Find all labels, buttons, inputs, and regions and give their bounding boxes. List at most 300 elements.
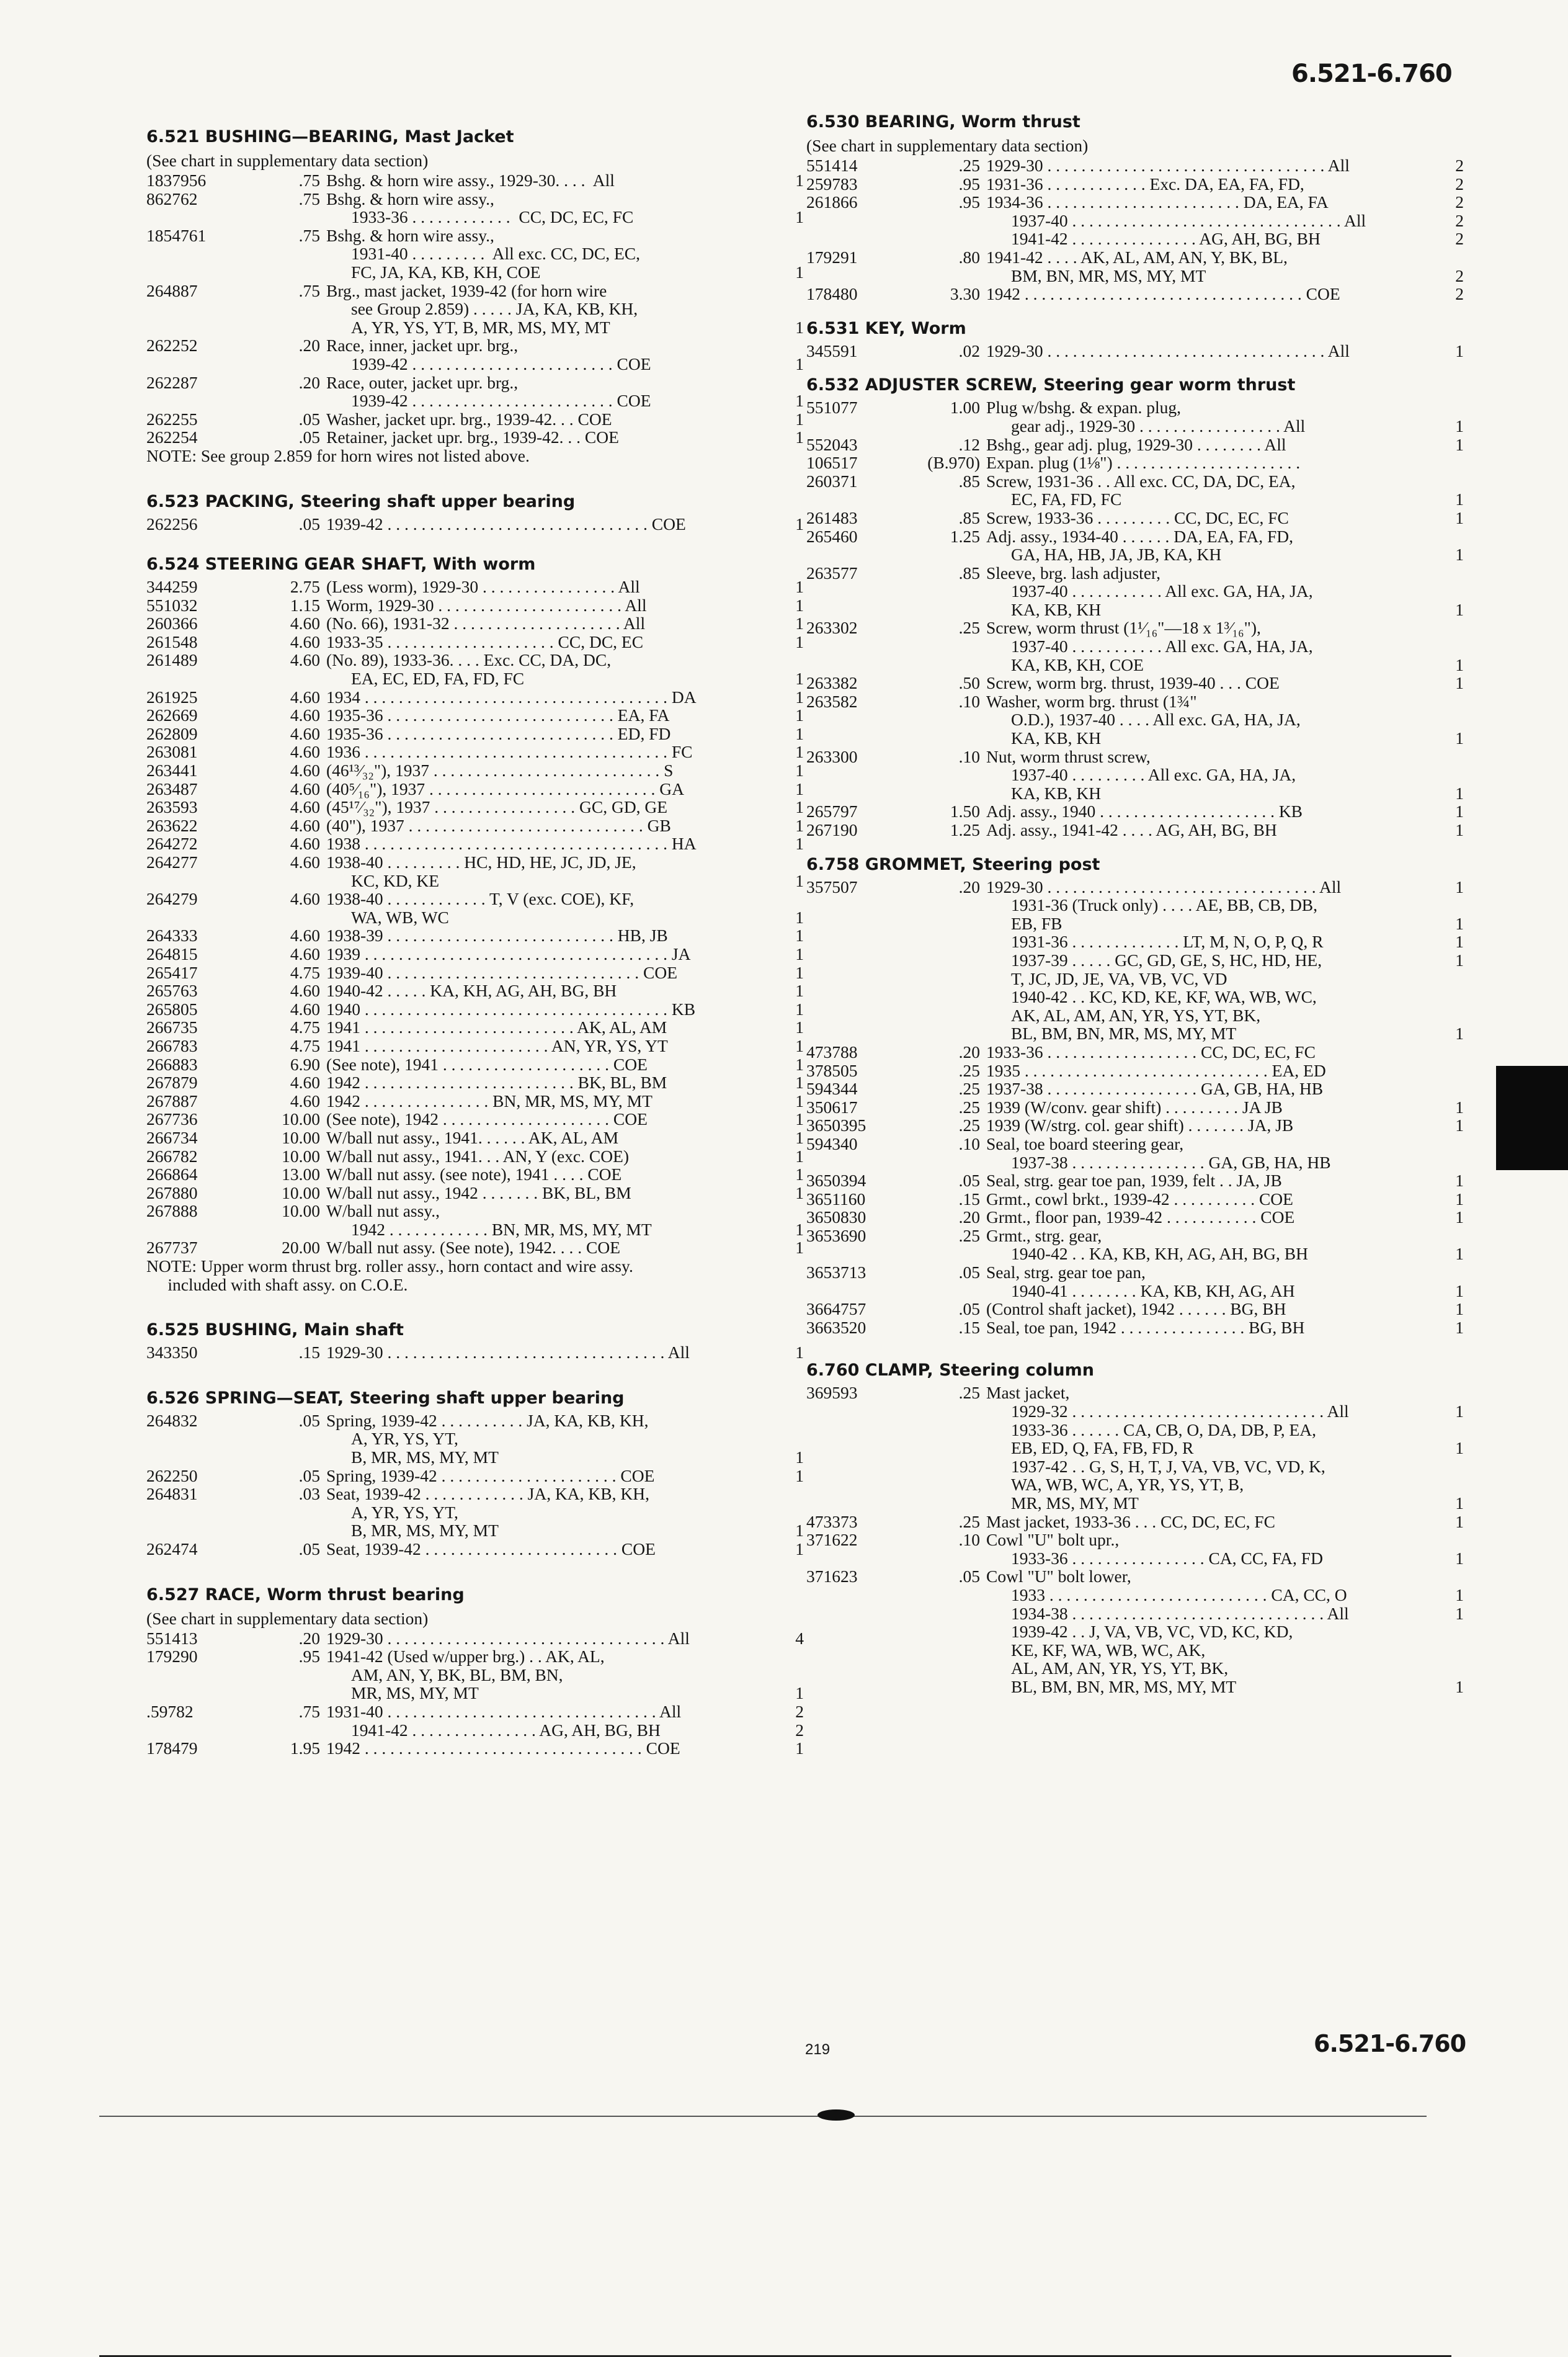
description-line: 1933-36 . . . . . . . . . . . . . . . . . . CC, DC, EC, FC bbox=[986, 1042, 1316, 1062]
part-row bbox=[806, 175, 1464, 194]
part-row bbox=[146, 1202, 804, 1238]
part-number: 260371 bbox=[806, 471, 858, 491]
part-number: 267887 bbox=[146, 1091, 198, 1111]
part-price: .15 bbox=[958, 1189, 980, 1209]
section-6-527 bbox=[146, 1582, 804, 1758]
description-line: 1941-42 . . . . . . . . . . . . . . . AG, AH, BG, BH bbox=[1011, 229, 1321, 249]
description-line: Retainer, jacket upr. brg., 1939-42. . . COE bbox=[326, 427, 619, 447]
part-description bbox=[326, 633, 773, 651]
part-number: 262252 bbox=[146, 336, 198, 356]
part-row bbox=[806, 248, 1464, 285]
part-quantity: 1 bbox=[795, 723, 804, 743]
description-line: (40"), 1937 . . . . . . . . . . . . . . . . . . . . . . . . . . . . GB bbox=[326, 815, 671, 835]
part-description bbox=[986, 802, 1433, 821]
part-description bbox=[326, 926, 773, 945]
part-price: .25 bbox=[958, 618, 980, 638]
part-description bbox=[326, 834, 773, 853]
description-line: Spring, 1939-42 . . . . . . . . . . JA, KA, KB, KH, bbox=[326, 1410, 649, 1430]
part-description bbox=[326, 1129, 773, 1147]
part-price: 6.90 bbox=[290, 1054, 320, 1074]
part-number: 3663520 bbox=[806, 1317, 866, 1337]
description-line: Screw, 1933-36 . . . . . . . . . CC, DC, EC, FC bbox=[986, 508, 1289, 527]
description-line: 1941-42 . . . . . . . . . . . . . . . AG, AH, BG, BH bbox=[351, 1720, 661, 1740]
description-line: Bshg. & horn wire assy., bbox=[326, 189, 494, 208]
part-number: 263577 bbox=[806, 563, 858, 583]
description-line: 1938 . . . . . . . . . . . . . . . . . . . . . . . . . . . . . . . . . . . . HA bbox=[326, 834, 697, 854]
ink-blot bbox=[817, 2109, 855, 2121]
part-quantity: 1 bbox=[1455, 1548, 1464, 1568]
part-row bbox=[146, 706, 804, 725]
description-line: 1929-30 . . . . . . . . . . . . . . . . . . . . . . . . . . . . . . . . . All bbox=[326, 1628, 690, 1648]
description-line: MR, MS, MY, MT bbox=[1011, 1493, 1139, 1513]
description-line: W/ball nut assy., 1941. . . . . . AK, AL, AM bbox=[326, 1127, 619, 1147]
description-line: Screw, worm brg. thrust, 1939-40 . . . COE bbox=[986, 673, 1280, 693]
part-number: 862762 bbox=[146, 189, 198, 208]
parts-list bbox=[146, 1343, 804, 1362]
part-number: 178480 bbox=[806, 284, 858, 304]
description-line: Bshg., gear adj. plug, 1929-30 . . . . . . . . All bbox=[986, 434, 1286, 454]
part-quantity: 1 bbox=[795, 171, 804, 190]
part-price: .25 bbox=[958, 156, 980, 175]
part-number: 1854761 bbox=[146, 225, 207, 245]
part-row bbox=[146, 1073, 804, 1092]
part-price: .25 bbox=[958, 1511, 980, 1531]
part-quantity: 1 bbox=[795, 870, 804, 890]
parts-list bbox=[806, 878, 1464, 1337]
part-number: 263382 bbox=[806, 673, 858, 693]
section-note: (See chart in supplementary data section) bbox=[146, 151, 429, 170]
part-description bbox=[326, 798, 773, 816]
part-row bbox=[146, 515, 804, 534]
part-quantity: 1 bbox=[795, 1521, 804, 1541]
part-price: .10 bbox=[958, 746, 980, 766]
description-line: W/ball nut assy., 1941. . . AN, Y (exc. COE) bbox=[326, 1146, 630, 1166]
part-number: 265763 bbox=[146, 981, 198, 1001]
description-line: BL, BM, BN, MR, MS, MY, MT bbox=[1011, 1024, 1237, 1044]
part-number: 551414 bbox=[806, 156, 858, 175]
part-number: 551077 bbox=[806, 398, 858, 418]
part-description bbox=[986, 156, 1433, 175]
part-row bbox=[146, 1018, 804, 1037]
part-price: 4.60 bbox=[290, 632, 320, 651]
part-quantity: 1 bbox=[1455, 728, 1464, 748]
part-number: 265797 bbox=[806, 802, 858, 821]
part-description bbox=[986, 748, 1433, 803]
description-line: 1929-30 . . . . . . . . . . . . . . . . . . . . . . . . . . . . . . . . . All bbox=[986, 156, 1350, 175]
part-row bbox=[806, 1190, 1464, 1209]
part-description bbox=[986, 193, 1433, 248]
part-description bbox=[986, 1567, 1433, 1696]
part-quantity: 1 bbox=[795, 1238, 804, 1258]
description-line: Nut, worm thrust screw, bbox=[986, 746, 1151, 766]
description-line: AK, AL, AM, AN, YR, YS, YT, BK, bbox=[1011, 1005, 1261, 1025]
part-number: 3651160 bbox=[806, 1189, 866, 1209]
part-description bbox=[986, 454, 1433, 472]
part-row bbox=[146, 1184, 804, 1202]
section-6-523 bbox=[146, 489, 804, 534]
page-header-range: 6.521-6.760 bbox=[1291, 60, 1452, 88]
part-row bbox=[806, 1384, 1464, 1512]
part-description bbox=[986, 398, 1433, 435]
part-row bbox=[146, 1629, 804, 1648]
part-price: 4.60 bbox=[290, 687, 320, 707]
section-footnote: NOTE: See group 2.859 for horn wires not listed above. bbox=[146, 445, 530, 465]
part-quantity: 1 bbox=[795, 1146, 804, 1166]
section-6-521 bbox=[146, 124, 804, 465]
part-number: 267737 bbox=[146, 1238, 198, 1258]
part-price: 4.60 bbox=[290, 705, 320, 725]
part-number: 594340 bbox=[806, 1134, 858, 1153]
description-line: 1939 (W/strg. col. gear shift) . . . . . . . JA, JB bbox=[986, 1116, 1294, 1135]
part-description bbox=[326, 761, 773, 780]
part-number: 263593 bbox=[146, 797, 198, 817]
section-6-760 bbox=[806, 1357, 1464, 1696]
part-quantity: 1 bbox=[1455, 1097, 1464, 1117]
part-price: 4.75 bbox=[290, 1017, 320, 1037]
part-row bbox=[806, 1513, 1464, 1531]
part-quantity: 1 bbox=[795, 391, 804, 411]
part-row bbox=[146, 1343, 804, 1362]
part-row bbox=[806, 1043, 1464, 1062]
part-row bbox=[146, 651, 804, 687]
part-quantity: 1 bbox=[795, 207, 804, 227]
description-line: Expan. plug (1⅛") . . . . . . . . . . . . . . . . . . . . . . bbox=[986, 453, 1301, 473]
part-quantity: 1 bbox=[1455, 1317, 1464, 1337]
part-price: .05 bbox=[298, 427, 320, 447]
part-description bbox=[986, 1208, 1433, 1227]
part-description bbox=[986, 1384, 1433, 1512]
description-line: 1929-30 . . . . . . . . . . . . . . . . . . . . . . . . . . . . . . . . . All bbox=[326, 1343, 690, 1362]
part-description bbox=[986, 1098, 1433, 1117]
part-row bbox=[806, 436, 1464, 454]
page-footer-range: 6.521-6.760 bbox=[1314, 2030, 1466, 2057]
parts-list bbox=[146, 171, 804, 447]
part-price: 1.50 bbox=[950, 802, 980, 821]
description-line: 1942 . . . . . . . . . . . . . . . . . . . . . . . . . . . . . . . . . COE bbox=[326, 1738, 680, 1758]
part-row bbox=[806, 802, 1464, 821]
part-number: .59782 bbox=[146, 1701, 194, 1721]
part-description bbox=[986, 527, 1433, 564]
part-description bbox=[326, 1739, 773, 1758]
part-row bbox=[806, 1116, 1464, 1135]
description-line: (Less worm), 1929-30 . . . . . . . . . . . . . . . . All bbox=[326, 577, 640, 597]
part-price: .75 bbox=[298, 1701, 320, 1721]
part-row bbox=[146, 1739, 804, 1758]
parts-list bbox=[146, 578, 804, 1257]
part-quantity: 1 bbox=[795, 1539, 804, 1559]
part-row bbox=[146, 780, 804, 798]
description-line: 1939 . . . . . . . . . . . . . . . . . . . . . . . . . . . . . . . . . . . . JA bbox=[326, 944, 691, 964]
part-row bbox=[806, 674, 1464, 692]
description-line: 1938-39 . . . . . . . . . . . . . . . . . . . . . . . . . . . HB, JB bbox=[326, 926, 668, 946]
part-description bbox=[326, 1647, 773, 1702]
description-line: (See note), 1941 . . . . . . . . . . . . . . . . . . . . COE bbox=[326, 1054, 648, 1074]
parts-list bbox=[146, 515, 804, 534]
part-row bbox=[146, 578, 804, 596]
description-line: 1931-36 . . . . . . . . . . . . . LT, M, N, O, P, Q, R bbox=[1011, 932, 1324, 952]
description-line: 1940 . . . . . . . . . . . . . . . . . . . . . . . . . . . . . . . . . . . . KB bbox=[326, 999, 696, 1019]
part-quantity: 1 bbox=[795, 1127, 804, 1147]
part-row bbox=[806, 398, 1464, 435]
part-description bbox=[326, 1000, 773, 1019]
part-quantity: 1 bbox=[1455, 1281, 1464, 1300]
section-6-532 bbox=[806, 372, 1464, 839]
part-description bbox=[326, 1055, 773, 1074]
part-quantity: 1 bbox=[795, 797, 804, 817]
description-line: BL, BM, BN, MR, MS, MY, MT bbox=[1011, 1676, 1237, 1696]
description-line: (No. 66), 1931-32 . . . . . . . . . . . . . . . . . . . . All bbox=[326, 614, 646, 633]
part-quantity: 1 bbox=[795, 1219, 804, 1239]
part-price: .05 bbox=[958, 1299, 980, 1319]
part-quantity: 1 bbox=[795, 742, 804, 762]
part-row bbox=[146, 226, 804, 282]
part-description bbox=[326, 614, 773, 633]
description-line: Cowl "U" bolt upr., bbox=[986, 1530, 1120, 1550]
part-price: .80 bbox=[958, 247, 980, 267]
part-price: 4.60 bbox=[290, 650, 320, 670]
description-line: 1934-38 . . . . . . . . . . . . . . . . . . . . . . . . . . . . . . All bbox=[1011, 1603, 1349, 1623]
part-price: .20 bbox=[958, 1042, 980, 1062]
part-description bbox=[986, 1227, 1433, 1263]
part-description bbox=[326, 706, 773, 725]
part-description bbox=[986, 1531, 1433, 1567]
part-number: 263300 bbox=[806, 746, 858, 766]
description-line: 1931-40 . . . . . . . . . . . . . . . . . . . . . . . . . . . . . . . . All bbox=[326, 1701, 682, 1721]
part-number: 263487 bbox=[146, 779, 198, 798]
part-description bbox=[326, 428, 773, 447]
part-row bbox=[146, 1092, 804, 1111]
part-row bbox=[146, 614, 804, 633]
part-quantity: 1 bbox=[795, 926, 804, 946]
part-description bbox=[326, 1343, 773, 1362]
part-number: 350617 bbox=[806, 1097, 858, 1117]
section-title: 6.530 BEARING, Worm thrust bbox=[806, 112, 1080, 132]
description-line: 1931-36 . . . . . . . . . . . . Exc. DA, EA, FA, FD, bbox=[986, 174, 1304, 194]
part-row bbox=[146, 725, 804, 743]
description-line: AL, AM, AN, YR, YS, YT, BK, bbox=[1011, 1658, 1229, 1678]
part-quantity: 1 bbox=[795, 1109, 804, 1129]
description-line: gear adj., 1929-30 . . . . . . . . . . . . . . . . . All bbox=[1011, 416, 1306, 436]
part-row bbox=[146, 853, 804, 890]
part-row bbox=[806, 1531, 1464, 1567]
part-number: 264279 bbox=[146, 889, 198, 909]
description-line: Mast jacket, 1933-36 . . . CC, DC, EC, FC bbox=[986, 1511, 1275, 1531]
description-line: A, YR, YS, YT, bbox=[351, 1502, 458, 1522]
part-quantity: 1 bbox=[795, 687, 804, 707]
part-number: 344259 bbox=[146, 577, 198, 597]
section-6-758 bbox=[806, 852, 1464, 1337]
part-quantity: 1 bbox=[795, 834, 804, 854]
part-description bbox=[326, 743, 773, 761]
part-price: .95 bbox=[958, 192, 980, 212]
part-row bbox=[806, 1080, 1464, 1098]
part-row bbox=[146, 373, 804, 410]
part-number: 264333 bbox=[146, 926, 198, 946]
part-price: 1.95 bbox=[290, 1738, 320, 1758]
part-number: 267888 bbox=[146, 1201, 198, 1221]
bottom-rule-short bbox=[99, 2116, 1427, 2117]
part-row bbox=[806, 748, 1464, 803]
part-number: 3664757 bbox=[806, 1299, 866, 1319]
description-line: Washer, worm brg. thrust (1¾" bbox=[986, 691, 1197, 711]
part-price: .10 bbox=[958, 691, 980, 711]
part-description bbox=[326, 890, 773, 926]
part-description bbox=[326, 853, 773, 890]
description-line: 1940-41 . . . . . . . . KA, KB, KH, AG, AH bbox=[1011, 1281, 1295, 1300]
part-row bbox=[146, 1238, 804, 1257]
part-price: 4.60 bbox=[290, 742, 320, 762]
part-row bbox=[146, 798, 804, 816]
part-quantity: 1 bbox=[795, 761, 804, 780]
description-line: 1941-42 (Used w/upper brg.) . . AK, AL, bbox=[326, 1647, 605, 1666]
part-description bbox=[986, 619, 1433, 674]
description-line: KA, KB, KH bbox=[1011, 599, 1102, 619]
part-description bbox=[326, 982, 773, 1000]
part-row bbox=[146, 428, 804, 447]
part-price: 4.60 bbox=[290, 797, 320, 817]
part-price: 4.60 bbox=[290, 999, 320, 1019]
part-row bbox=[806, 1098, 1464, 1117]
description-line: Seat, 1939-42 . . . . . . . . . . . . . . . . . . . . . . . COE bbox=[326, 1539, 656, 1559]
part-quantity: 1 1 1 bbox=[1455, 1402, 1464, 1513]
section-title: 6.758 GROMMET, Steering post bbox=[806, 854, 1100, 874]
description-line: O.D.), 1937-40 . . . . All exc. GA, HA, JA, bbox=[1011, 710, 1301, 730]
part-description bbox=[326, 578, 773, 596]
part-quantity: 1 bbox=[795, 1183, 804, 1202]
part-number: 3653690 bbox=[806, 1225, 866, 1245]
part-quantity: 1 bbox=[795, 632, 804, 651]
description-line: W/ball nut assy., bbox=[326, 1201, 440, 1221]
description-line: 1934 . . . . . . . . . . . . . . . . . . . . . . . . . . . . . . . . . . . . DA bbox=[326, 687, 697, 707]
description-line: MR, MS, MY, MT bbox=[351, 1683, 479, 1703]
part-quantity: 1 bbox=[1455, 802, 1464, 821]
part-row bbox=[146, 1485, 804, 1540]
description-line: 1942 . . . . . . . . . . . . . . . BN, MR, MS, MY, MT bbox=[326, 1091, 653, 1111]
part-description bbox=[326, 1485, 773, 1540]
part-price: .95 bbox=[298, 1647, 320, 1666]
description-line: 1939-42 . . J, VA, VB, VC, VD, KC, KD, bbox=[1011, 1622, 1293, 1642]
part-description bbox=[326, 1202, 773, 1238]
part-row bbox=[806, 1208, 1464, 1227]
part-number: 263302 bbox=[806, 618, 858, 638]
description-line: A, YR, YS, YT, B, MR, MS, MY, MT bbox=[351, 317, 610, 337]
section-note: (See chart in supplementary data section) bbox=[146, 1608, 429, 1628]
part-number: 345591 bbox=[806, 341, 858, 360]
part-price: .25 bbox=[958, 1060, 980, 1080]
part-row bbox=[146, 1647, 804, 1702]
part-number: 264887 bbox=[146, 280, 198, 300]
description-line: (40⁵⁄₁₆"), 1937 . . . . . . . . . . . . . . . . . . . . . . . . . . . GA bbox=[326, 779, 684, 798]
part-quantity: 1 bbox=[1455, 1189, 1464, 1209]
part-quantity: 1 bbox=[795, 1738, 804, 1758]
part-row bbox=[146, 336, 804, 373]
part-description bbox=[326, 1238, 773, 1257]
part-quantity: 2 2 bbox=[795, 1701, 804, 1740]
part-number: 266883 bbox=[146, 1054, 198, 1074]
description-line: 1940-42 . . KA, KB, KH, AG, AH, BG, BH bbox=[1011, 1244, 1308, 1264]
part-number: 1837956 bbox=[146, 171, 207, 190]
part-row bbox=[806, 619, 1464, 674]
part-description bbox=[326, 373, 773, 410]
description-line: 1933-36 . . . . . . CA, CB, O, DA, DB, P, EA, bbox=[1011, 1420, 1316, 1439]
part-description bbox=[986, 1318, 1433, 1337]
description-line: Screw, 1931-36 . . All exc. CC, DA, DC, EA, bbox=[986, 471, 1296, 491]
description-line: B, MR, MS, MY, MT bbox=[351, 1521, 499, 1541]
part-description bbox=[986, 1171, 1433, 1190]
description-line: 1940-42 . . KC, KD, KE, KF, WA, WB, WC, bbox=[1011, 987, 1317, 1007]
part-description bbox=[986, 509, 1433, 527]
part-quantity: 1 bbox=[795, 614, 804, 633]
part-quantity: 1 bbox=[1455, 490, 1464, 509]
part-description bbox=[986, 1190, 1433, 1209]
part-number: 262256 bbox=[146, 514, 198, 534]
part-price: .05 bbox=[958, 1263, 980, 1282]
description-line: 1937-42 . . G, S, H, T, J, VA, VB, VC, VD, K, bbox=[1011, 1456, 1325, 1476]
description-line: 1937-40 . . . . . . . . . . . . . . . . . . . . . . . . . . . . . . . . All bbox=[1011, 210, 1366, 230]
description-line: 1942 . . . . . . . . . . . . BN, MR, MS, MY, MT bbox=[351, 1219, 652, 1239]
part-number: 262254 bbox=[146, 427, 198, 447]
part-row bbox=[146, 171, 804, 190]
part-number: 378505 bbox=[806, 1060, 858, 1080]
part-price: 4.60 bbox=[290, 926, 320, 946]
part-price: 10.00 bbox=[282, 1109, 320, 1129]
part-price: 4.60 bbox=[290, 834, 320, 854]
part-row bbox=[806, 285, 1464, 303]
part-quantity: 1 bbox=[1455, 1116, 1464, 1135]
part-quantity: 1 bbox=[795, 409, 804, 429]
part-number: 261866 bbox=[806, 192, 858, 212]
description-line: Seal, toe pan, 1942 . . . . . . . . . . . . . . . BG, BH bbox=[986, 1317, 1305, 1337]
part-description bbox=[326, 780, 773, 798]
part-row bbox=[806, 878, 1464, 1043]
part-number: 264832 bbox=[146, 1410, 198, 1430]
part-price: .05 bbox=[298, 1410, 320, 1430]
description-line: (Control shaft jacket), 1942 . . . . . . BG, BH bbox=[986, 1299, 1286, 1319]
part-price: 4.60 bbox=[290, 889, 320, 909]
part-number: 266735 bbox=[146, 1017, 198, 1037]
description-line: Spring, 1939-42 . . . . . . . . . . . . . . . . . . . . . COE bbox=[326, 1465, 655, 1485]
part-quantity: 1 bbox=[795, 1054, 804, 1074]
part-number: 261548 bbox=[146, 632, 198, 651]
part-quantity: 1 bbox=[795, 354, 804, 373]
part-row bbox=[806, 1171, 1464, 1190]
description-line: 1935-36 . . . . . . . . . . . . . . . . . . . . . . . . . . . EA, FA bbox=[326, 705, 670, 725]
part-description bbox=[986, 436, 1433, 454]
part-quantity: 1 bbox=[1455, 1511, 1464, 1531]
part-quantity: 1 bbox=[795, 1091, 804, 1111]
part-number: 262255 bbox=[146, 409, 198, 429]
description-line: KA, KB, KH, COE bbox=[1011, 655, 1144, 674]
part-number: 264272 bbox=[146, 834, 198, 854]
part-description bbox=[986, 878, 1433, 1043]
section-6-525 bbox=[146, 1317, 804, 1362]
description-line: 1934-36 . . . . . . . . . . . . . . . . . . . . . . . DA, EA, FA bbox=[986, 192, 1329, 212]
part-description bbox=[326, 1540, 773, 1559]
description-line: 1933-36 . . . . . . . . . . . . CC, DC, EC, FC bbox=[351, 207, 634, 227]
description-line: Mast jacket, bbox=[986, 1383, 1070, 1403]
description-line: KE, KF, WA, WB, WC, AK, bbox=[1011, 1640, 1206, 1660]
part-quantity: 1 bbox=[1455, 416, 1464, 436]
part-description bbox=[986, 1300, 1433, 1318]
part-number: 263582 bbox=[806, 691, 858, 711]
part-number: 473788 bbox=[806, 1042, 858, 1062]
part-number: 260366 bbox=[146, 614, 198, 633]
part-price: 4.60 bbox=[290, 779, 320, 798]
part-row bbox=[806, 564, 1464, 619]
part-price: 4.60 bbox=[290, 944, 320, 964]
part-row bbox=[806, 1263, 1464, 1300]
part-row bbox=[806, 454, 1464, 472]
